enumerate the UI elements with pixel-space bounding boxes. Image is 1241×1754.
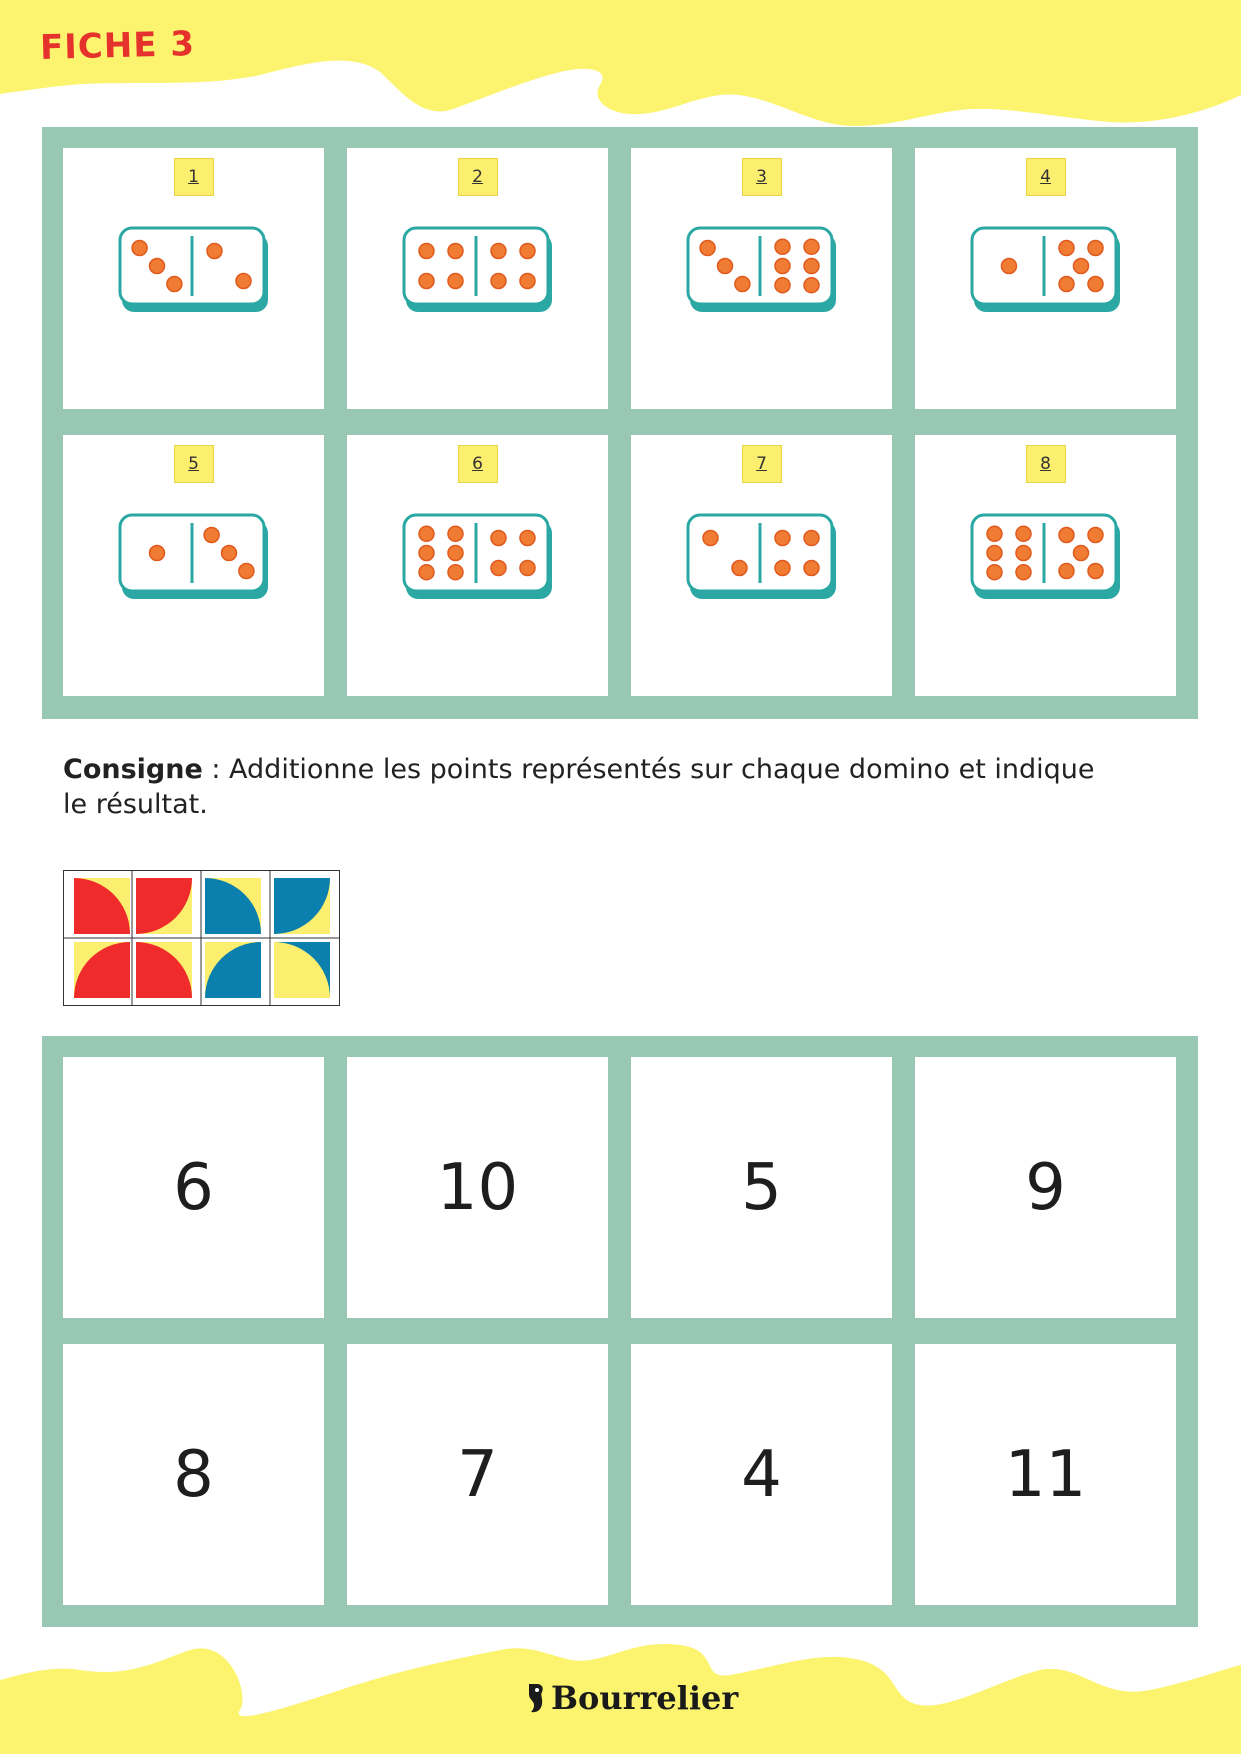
domino-pip (804, 278, 819, 293)
domino-pip (804, 259, 819, 274)
domino-pip (1016, 546, 1031, 561)
domino-pip (1059, 528, 1074, 543)
domino-pip (167, 277, 182, 292)
domino-pip (775, 239, 790, 254)
domino-pip (491, 274, 506, 289)
domino-pip (132, 241, 147, 256)
domino-pip (204, 528, 219, 543)
domino-number-tag: 2 (458, 158, 498, 196)
domino-card-8[interactable] (915, 435, 1176, 696)
answer-grid (42, 1036, 1198, 1627)
domino-number-tag: 5 (174, 445, 214, 483)
domino-grid (42, 127, 1198, 719)
domino-pip (419, 244, 434, 259)
answer-card-3[interactable] (631, 1057, 892, 1318)
domino-number-tag: 7 (742, 445, 782, 483)
domino-pip (1088, 564, 1103, 579)
domino-pip (804, 531, 819, 546)
domino-icon (686, 226, 838, 314)
domino-pip (1059, 241, 1074, 256)
domino-pip (222, 546, 237, 561)
domino-pip (987, 526, 1002, 541)
domino-pip (732, 561, 747, 576)
answer-value: 8 (173, 1437, 214, 1512)
answer-card-5[interactable] (63, 1344, 324, 1605)
domino-pip (775, 531, 790, 546)
instruction-text (63, 752, 1123, 822)
domino-pip (207, 244, 222, 259)
domino-pip (1059, 277, 1074, 292)
domino-card-7[interactable] (631, 435, 892, 696)
domino-pip (520, 244, 535, 259)
domino-pip (419, 274, 434, 289)
answer-value: 10 (436, 1150, 519, 1225)
bourrelier-logo-icon (525, 1682, 545, 1714)
domino-pip (700, 241, 715, 256)
domino-icon (402, 226, 554, 314)
answer-value: 6 (173, 1150, 214, 1225)
domino-pip (775, 278, 790, 293)
domino-icon (970, 513, 1122, 601)
domino-card-2[interactable] (347, 148, 608, 409)
domino-card-4[interactable] (915, 148, 1176, 409)
domino-icon (118, 513, 270, 601)
domino-card-5[interactable] (63, 435, 324, 696)
publisher-brand (525, 1678, 738, 1718)
domino-pip (718, 259, 733, 274)
domino-pip (239, 564, 254, 579)
domino-icon (686, 513, 838, 601)
domino-pip (448, 244, 463, 259)
domino-card-1[interactable] (63, 148, 324, 409)
domino-icon (118, 226, 270, 314)
domino-number-tag: 1 (174, 158, 214, 196)
domino-pip (775, 561, 790, 576)
domino-pip (987, 565, 1002, 580)
instruction-body: : Additionne les points représentés sur chaque domino et indique le résultat. (63, 754, 1095, 820)
domino-pip (491, 531, 506, 546)
domino-pip (987, 546, 1002, 561)
domino-pip (491, 561, 506, 576)
answer-value: 11 (1004, 1437, 1087, 1512)
domino-pip (150, 259, 165, 274)
answer-card-8[interactable] (915, 1344, 1176, 1605)
domino-pip (735, 277, 750, 292)
domino-pip (1088, 241, 1103, 256)
answer-card-1[interactable] (63, 1057, 324, 1318)
answer-value: 5 (741, 1150, 782, 1225)
domino-number-tag: 3 (742, 158, 782, 196)
domino-icon (970, 226, 1122, 314)
domino-pip (236, 274, 251, 289)
quarter-circle-pattern-logo (63, 870, 340, 1006)
domino-pip (520, 561, 535, 576)
answer-value: 9 (1025, 1150, 1066, 1225)
answer-card-6[interactable] (347, 1344, 608, 1605)
domino-pip (491, 244, 506, 259)
domino-pip (1088, 528, 1103, 543)
domino-pip (520, 531, 535, 546)
domino-pip (448, 274, 463, 289)
domino-number-tag: 8 (1026, 445, 1066, 483)
domino-pip (703, 531, 718, 546)
domino-pip (1016, 526, 1031, 541)
domino-number-tag: 4 (1026, 158, 1066, 196)
answer-value: 7 (457, 1437, 498, 1512)
domino-pip (419, 526, 434, 541)
domino-pip (419, 565, 434, 580)
answer-card-4[interactable] (915, 1057, 1176, 1318)
instruction-label: Consigne (63, 754, 203, 785)
domino-pip (448, 526, 463, 541)
domino-pip (520, 274, 535, 289)
domino-pip (448, 565, 463, 580)
domino-pip (1074, 546, 1089, 561)
answer-value: 4 (741, 1437, 782, 1512)
domino-pip (1002, 259, 1017, 274)
domino-card-3[interactable] (631, 148, 892, 409)
sheet-title: FICHE 3 (39, 23, 196, 69)
domino-pip (1059, 564, 1074, 579)
domino-pip (804, 561, 819, 576)
domino-number-tag: 6 (458, 445, 498, 483)
answer-card-2[interactable] (347, 1057, 608, 1318)
domino-pip (1016, 565, 1031, 580)
domino-card-6[interactable] (347, 435, 608, 696)
answer-card-7[interactable] (631, 1344, 892, 1605)
brand-name: Bourrelier (551, 1679, 739, 1717)
top-yellow-wave (0, 0, 1241, 130)
domino-pip (150, 546, 165, 561)
domino-pip (804, 239, 819, 254)
domino-pip (1074, 259, 1089, 274)
domino-pip (448, 546, 463, 561)
domino-pip (775, 259, 790, 274)
domino-icon (402, 513, 554, 601)
domino-pip (419, 546, 434, 561)
domino-pip (1088, 277, 1103, 292)
